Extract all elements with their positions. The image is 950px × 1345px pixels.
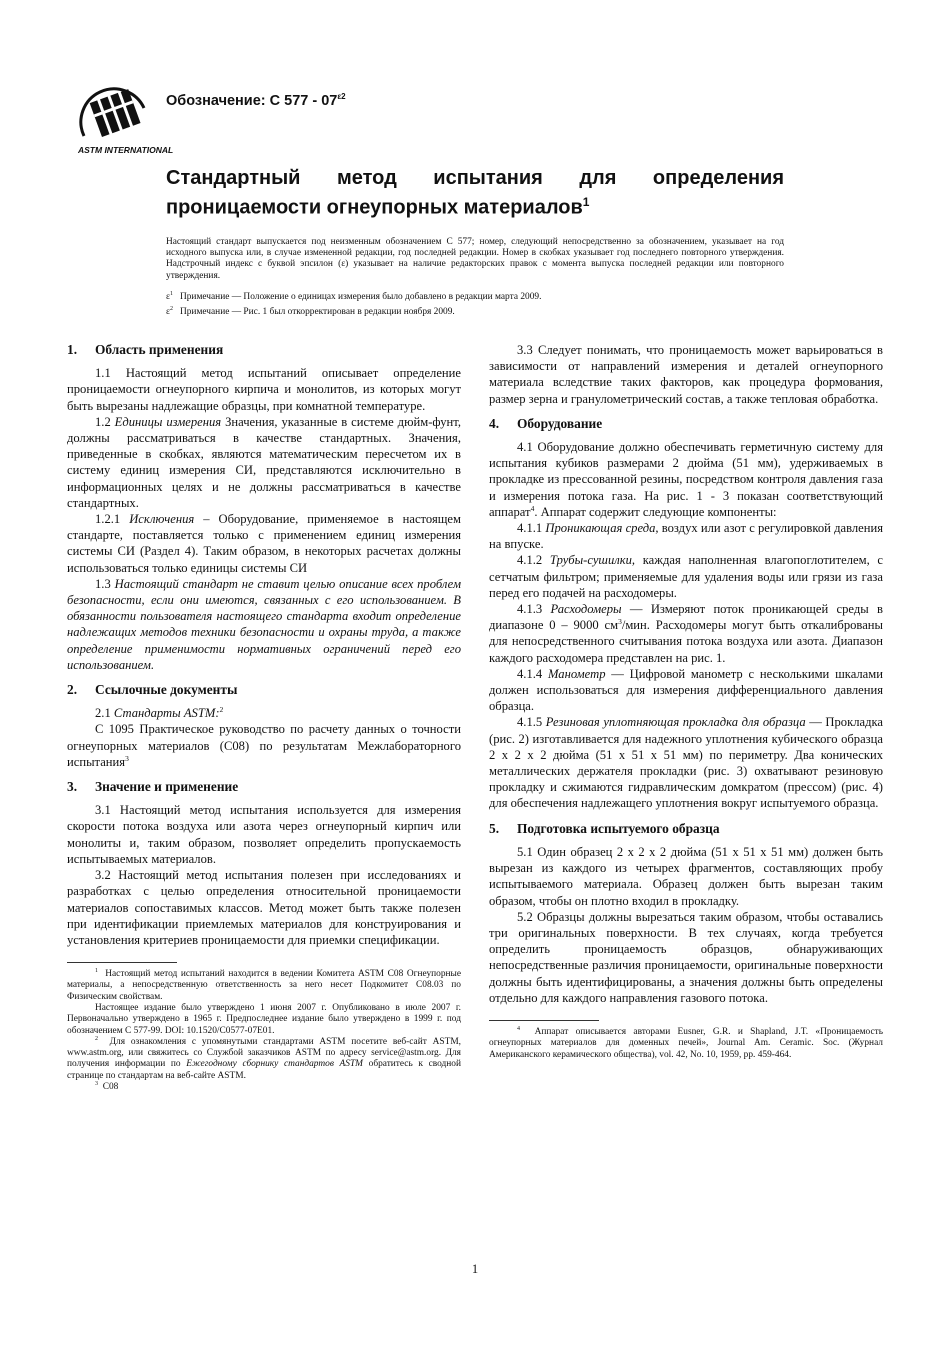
footnote-1: $^1$ Настоящий метод испытаний находится в ведении Комитета ASTM C08 Огнеупорные материалы, а непосредственную ответственность за него несет Подкомитет C08.03 по Физическим свойствам. <box>67 967 462 1002</box>
paragraph-3-2: 3.2 Настоящий метод испытания полезен при исследованиях и разработках с целью определения относительной проницаемости материалов сопоставимых классов. Метод может быть также полезен при идентификации приемлемых материалов для конструирования и установления критериев проницаемости для приемки спецификации. <box>67 868 461 947</box>
section-2-heading: 2. Ссылочные документы <box>67 682 238 698</box>
paragraph-1-2: 1.2 Единицы измерения Значения, указанные в системе дюйм-фунт, должны рассматриваться в качестве стандартных. Значения, приведенные в скобках, являются математическим пересчетом их в систему единиц измерения СИ, представляются исключительно в информационных целях и не должны рассматриваться в качестве стандартных. <box>67 414 461 510</box>
section-5-heading: 5. Подготовка испытуемого образца <box>489 820 720 836</box>
paragraph-4-1-5: 4.1.5 Резиновая уплотняющая прокладка для образца — Прокладка (рис. 2) изготавливается для надежного уплотнения кубического образца 2 x 2 x 2 дюйма (51 x 51 x 51 мм) по периметру. Два конических металлических держателя прокладки (рис. 3) охватывают резиновую прокладку и сжимаются гидравлическим домкратом (прессом) (рис. 4) для обеспечения надлежащего уплотнения вокруг испытуемого образца. <box>489 715 884 811</box>
paragraph-4-1-2: 4.1.2 Трубы-сушилки, каждая наполненная влагопоглотителем, с сетчатым фильтром; применяемые для удаления воды или грязи из газа перед его подачей на расходомеры. <box>489 553 884 600</box>
paragraph-1-3: 1.3 Настоящий стандарт не ставит целью описание всех проблем безопасности, если они имеются, связанных с его использованием. В обязанности пользователя настоящего стандарта входит определение надлежащих методов техники безопасности и охраны труда, а также определение применимости нормативных ограничений перед его использованием. <box>67 576 461 672</box>
designation: Обозначение: C $577 - 07^{\varepsilon 2}$ <box>166 92 346 109</box>
paragraph-5-2: 5.2 Образцы должны вырезаться таким образом, чтобы оставались три оригинальных поверхности. В тех случаях, когда требуется определить проницаемость образцов, обнаруживающих непосредственные различия проницаемости, оригинальные поверхности должны быть идентифицированы, а значения должны быть определены отдельно для каждого направления газового потока. <box>489 909 883 1005</box>
astm-logo <box>76 86 174 158</box>
editorial-notes <box>166 289 784 318</box>
footnote-2: $^2$ Для ознакомления с упомянутыми стандартами ASTM посетите веб-сайт ASTM, www.astm.org, или свяжитесь со Службой заказчиков ASTM по адресу service@astm.org. Для получения информации по Ежегодному сборнику стандартов ASTM обратитесь к сводной странице по стандартам на веб-сайте ASTM. <box>67 1035 462 1081</box>
paragraph-2-1: 2.1 Стандарты ASTM:$^2$ <box>95 705 224 721</box>
footnote-4: $^4$ Аппарат описывается авторами Eusner, G.R. и Shapland, J.T. «Проницаемость огнеупорных материалов для доменных печей», Journal Am. Ceramic. Soc. (Журнал Американского керамического общества), vol. 42, No. 10, 1959, pp. 459-464. <box>489 1025 883 1060</box>
section-4-heading: 4. Оборудование <box>489 415 603 431</box>
paragraph-4-1-1: 4.1.1 Проникающая среда, воздух или азот с регулировкой давления на впуске. <box>489 521 883 552</box>
section-1-heading: 1. Область применения <box>67 342 224 357</box>
page-title: Стандартный метод испытания для определения проницаемости огнеупорных материалов$^1$ <box>166 167 784 219</box>
note-item: $\varepsilon^1$ Примечание — Положение о единицах измерения было добавлено в редакции марта 2009. <box>166 291 542 303</box>
logo-text: ASTM INTERNATIONAL <box>78 145 174 155</box>
paragraph-2-2: C 1095 Практическое руководство по расчету данных о точности огнеупорных материалов (C08) по результатам Межлабораторного испытания$^3$ <box>67 722 461 769</box>
left-column <box>67 342 461 1093</box>
footnote-3: $^3$ C08 <box>95 1080 119 1093</box>
footnote-1-continued: Настоящее издание было утверждено 1 июня 2007 г. Опубликовано в июле 2007 г. Первоначально утверждено в 1965 г. Предпоследнее издание было утверждено в 1999 г. под обозначением C 577-99. DOI: 10.1520/C0577-07E01. <box>67 1003 461 1036</box>
note-item: $\varepsilon^2$ Примечание — Рис. 1 был откорректирован в редакции ноября 2009. <box>166 305 455 317</box>
title-line-2: проницаемости огнеупорных материалов <box>166 196 583 219</box>
paragraph-1-1: 1.1 Настоящий метод испытаний описывает определение проницаемости огнеупорного кирпича и монолитов, из которых могут быть вырезаны надлежащие образцы, при комнатной температуре. <box>67 366 461 413</box>
paragraph-4-1: 4.1 Оборудование должно обеспечивать герметичную систему для испытания кубиков размерами 2 дюйма (51 мм), удерживаемых в прокладке из прессованной резины, посредством контроля давления газа и измерения потока газа. На рис. 1 - 3 показан соответствующий аппарат$^4$. Аппарат содержит следующие компоненты: <box>489 440 883 519</box>
paragraph-1-2-1: 1.2.1 Исключения – Оборудование, применяемое в настоящем стандарте, поставляется только с применением единиц измерения системы СИ (Раздел 4). Таким образом, в некоторых расчетах должны использоваться только единицы системы СИ <box>67 512 461 575</box>
section-3-heading: 3. Значение и применение <box>67 779 239 795</box>
paragraph-4-1-3: 4.1.3 Расходомеры — Измеряют поток проникающей среды в диапазоне 0 – 9000 $см^3$/мин. Расходомеры могут быть откалиброваны для непосредственного считывания потока воздуха или азота. Диапазон каждого расходомера представлен на рис. 1. <box>489 602 883 665</box>
paragraph-5-1: 5.1 Один образец 2 x 2 x 2 дюйма (51 x 51 x 51 мм) должен быть вырезан из каждого из четырех фрагментов, составляющих пробу испытываемого материала. Образец должен быть вырезан таким образом, чтобы он плотно входил в прокладку. <box>489 844 883 908</box>
footnote-divider <box>67 962 177 963</box>
preamble: Настоящий стандарт выпускается под неизменным обозначением C 577; номер, следующий непосредственно за обозначением, указывает на год исходного выпуска или, в случае измененной редакции, год последней редакции. Номер в скобках указывает год последнего повторного утверждения. Надстрочный индекс с буквой эпсилон (ε) указывает на наличие редакторских правок с момента выпуска последней редакции или повторного утверждения. <box>166 237 784 281</box>
astm-logo-icon <box>76 86 174 158</box>
paragraph-3-3: 3.3 Следует понимать, что проницаемость может варьироваться в зависимости от направлений измерения и деталей огнеупорного материала вследствие таких факторов, как процедура формования, размер зерна и гранулометрический состав, а также тепловая обработка. <box>489 343 883 406</box>
right-column <box>489 342 883 1061</box>
footnote-divider <box>489 1020 599 1021</box>
title-line-1: Стандартный метод испытания для определения <box>166 167 784 189</box>
page-number: 1 <box>471 1262 479 1276</box>
paragraph-3-1: 3.1 Настоящий метод испытания используется для измерения скорости потока воздуха или азота через огнеупорный кирпич или монолиты и, таким образом, позволяет определить пропускаемость испытываемых материалов. <box>67 803 461 866</box>
paragraph-4-1-4: 4.1.4 Манометр — Цифровой манометр с несколькими шкалами должен использоваться для измерения дифференциального давления образца. <box>489 666 883 714</box>
